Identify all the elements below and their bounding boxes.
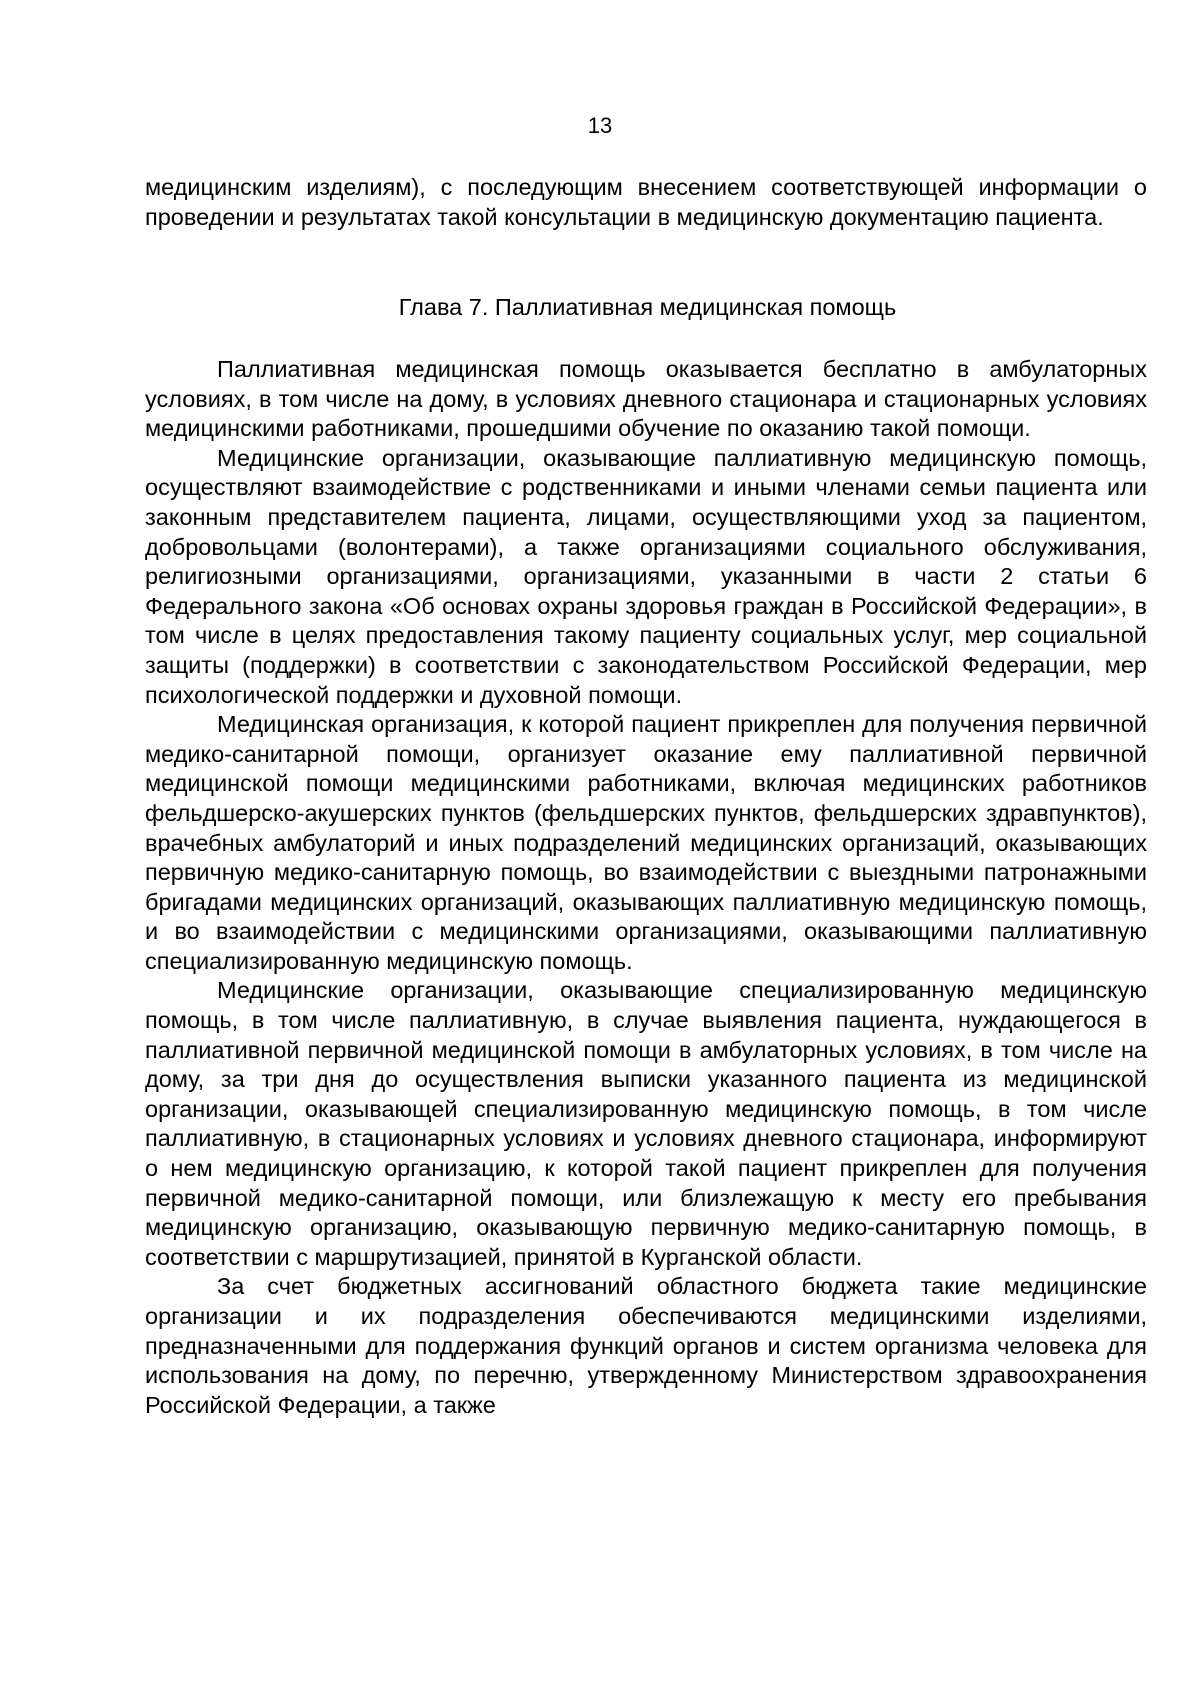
paragraph-3: Медицинская организация, к которой пациент прикреплен для получения первичной медико-санитарной помощи, организует оказание ему паллиативной первичной медицинской помощи медицинскими работниками, включая медицинских работников фельдшерско-акушерских пунктов (фельдшерских пунктов, фельдшерских здравпунктов), врачебных амбулаторий и иных подразделений медицинских организаций, оказывающих первичную медико-санитарную помощь, во взаимодействии с выездными патронажными бригадами медицинских организаций, оказывающих паллиативную медицинскую помощь, и во взаимодействии с медицинскими организациями, оказывающими паллиативную специализированную медицинскую помощь. [145, 711, 1147, 974]
paragraph-1: Паллиативная медицинская помощь оказывается бесплатно в амбулаторных условиях, в том числе на дому, в условиях дневного стационара и стационарных условиях медицинскими работниками, прошедшими обучение по оказанию такой помощи. [145, 356, 1147, 442]
chapter-body [145, 355, 1147, 1420]
intro-text: медицинским изделиям), с последующим внесением соответствующей информации о проведении и результатах такой консультации в медицинскую документацию пациента. [145, 174, 1147, 230]
paragraph-4: Медицинские организации, оказывающие специализированную медицинскую помощь, в том числе паллиативную, в случае выявления пациента, нуждающегося в паллиативной первичной медицинской помощи в амбулаторных условиях, в том числе на дому, за три дня до осуществления выписки указанного пациента из медицинской организации, оказывающей специализированную медицинскую помощь, в том числе паллиативную, в стационарных условиях и условиях дневного стационара, информируют о нем медицинскую организацию, к которой такой пациент прикреплен для получения первичной медико-санитарной помощи, или близлежащую к месту его пребывания медицинскую организацию, оказывающую первичную медико-санитарную помощь, в соответствии с маршрутизацией, принятой в Курганской области. [145, 977, 1147, 1270]
page-number: 13 [587, 113, 613, 138]
paragraph-5: За счет бюджетных ассигнований областного бюджета такие медицинские организации и их подразделения обеспечиваются медицинскими изделиями, предназначенными для поддержания функций органов и систем организма человека для использования на дому, по перечню, утвержденному Министерством здравоохранения Российской Федерации, а также [145, 1273, 1147, 1418]
paragraph-2: Медицинские организации, оказывающие паллиативную медицинскую помощь, осуществляют взаимодействие с родственниками и иными членами семьи пациента или законным представителем пациента, лицами, осуществляющими уход за пациентом, добровольцами (волонтерами), а также организациями социального обслуживания, религиозными организациями, организациями, указанными в части 2 статьи 6 Федерального закона «Об основах охраны здоровья граждан в Российской Федерации», в том числе в целях предоставления такому пациенту социальных услуг, мер социальной защиты (поддержки) в соответствии с законодательством Российской Федерации, мер психологической поддержки и духовной помощи. [145, 444, 1147, 708]
chapter-title: Глава 7. Паллиативная медицинская помощь [398, 294, 897, 320]
